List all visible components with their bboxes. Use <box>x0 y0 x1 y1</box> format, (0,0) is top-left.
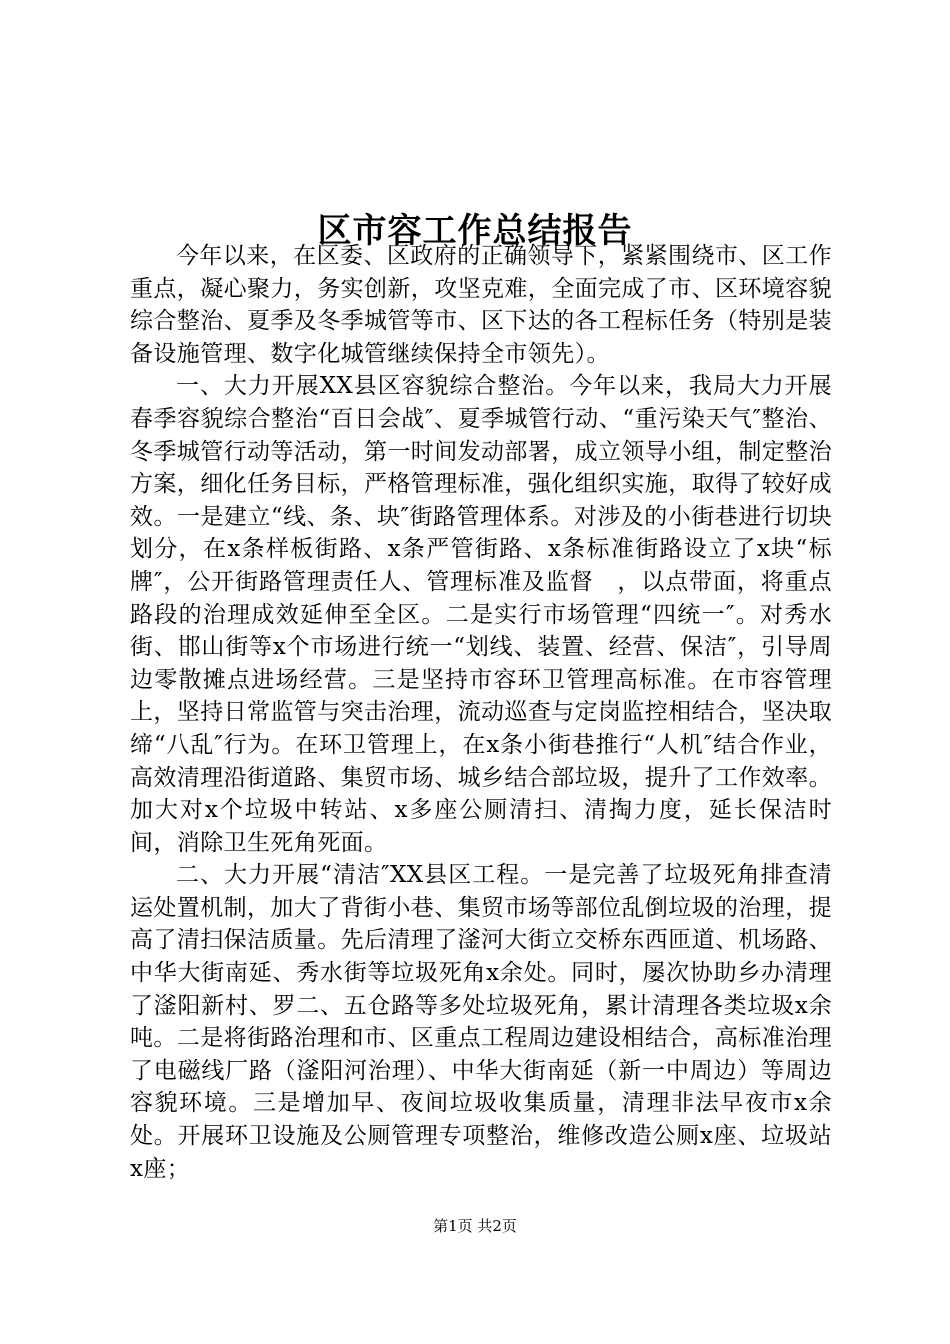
paragraph-section-1: 一、大力开展XX县区容貌综合整治。今年以来，我局大力开展春季容貌综合整治“百日会战″、夏季城管行动、“重污染天气″整治、冬季城管行动等活动，第一时间发动部署，成立领导小组，制定整治方案，细化任务目标，严格管理标准，强化组织实施，取得了较好成效。一是建立“线、条、块″街路管理体系。对涉及的小街巷进行切块划分，在x条样板街路、x条严管街路、x条标准街路设立了x块“标牌″，公开街路管理责任人、管理标准及监督 ，以点带面，将重点路段的治理成效延伸至全区。二是实行市场管理“四统一″。对秀水街、邯山街等x个市场进行统一“划线、装置、经营、保洁″，引导周边零散摊点进场经营。三是坚持市容环卫管理高标准。在市容管理上，坚持日常监管与突击治理，流动巡查与定岗监控相结合，坚决取缔“八乱″行为。在环卫管理上，在x条小街巷推行“人机″结合作业，高效清理沿街道路、集贸市场、城乡结合部垃圾，提升了工作效率。加大对x个垃圾中转站、x多座公厕清扫、清掏力度，延长保洁时间，消除卫生死角死面。 <box>130 373 832 856</box>
page-footer: 第1页 共2页 <box>433 1217 517 1235</box>
paragraph-intro: 今年以来，在区委、区政府的正确领导下，紧紧围绕市、区工作重点，凝心聚力，务实创新，攻坚克难，全面完成了市、区环境容貌综合整治、夏季及冬季城管等市、区下达的各工程标任务（特别是装备设施管理、数字化城管继续保持全市领先）。 <box>130 243 832 367</box>
paragraph-section-2: 二、大力开展“清洁″XX县区工程。一是完善了垃圾死角排查清运处置机制，加大了背街小巷、集贸市场等部位乱倒垃圾的治理，提高了清扫保洁质量。先后清理了滏河大街立交桥东西匝道、机场路、中华大街南延、秀水街等垃圾死角x余处。同时，屡次协助乡办清理了滏阳新村、罗二、五仓路等多处垃圾死角，累计清理各类垃圾x余吨。二是将街路治理和市、区重点工程周边建设相结合，高标准治理了电磁线厂路（滏阳河治理）、中华大街南延（新一中周边）等周边容貌环境。三是增加早、夜间垃圾收集质量，清理非法早夜市x余处。开展环卫设施及公厕管理专项整治，维修改造公厕x座、垃圾站x座； <box>130 862 832 1182</box>
document-title: 区市容工作总结报告 <box>317 210 633 251</box>
document-body <box>130 240 832 1185</box>
